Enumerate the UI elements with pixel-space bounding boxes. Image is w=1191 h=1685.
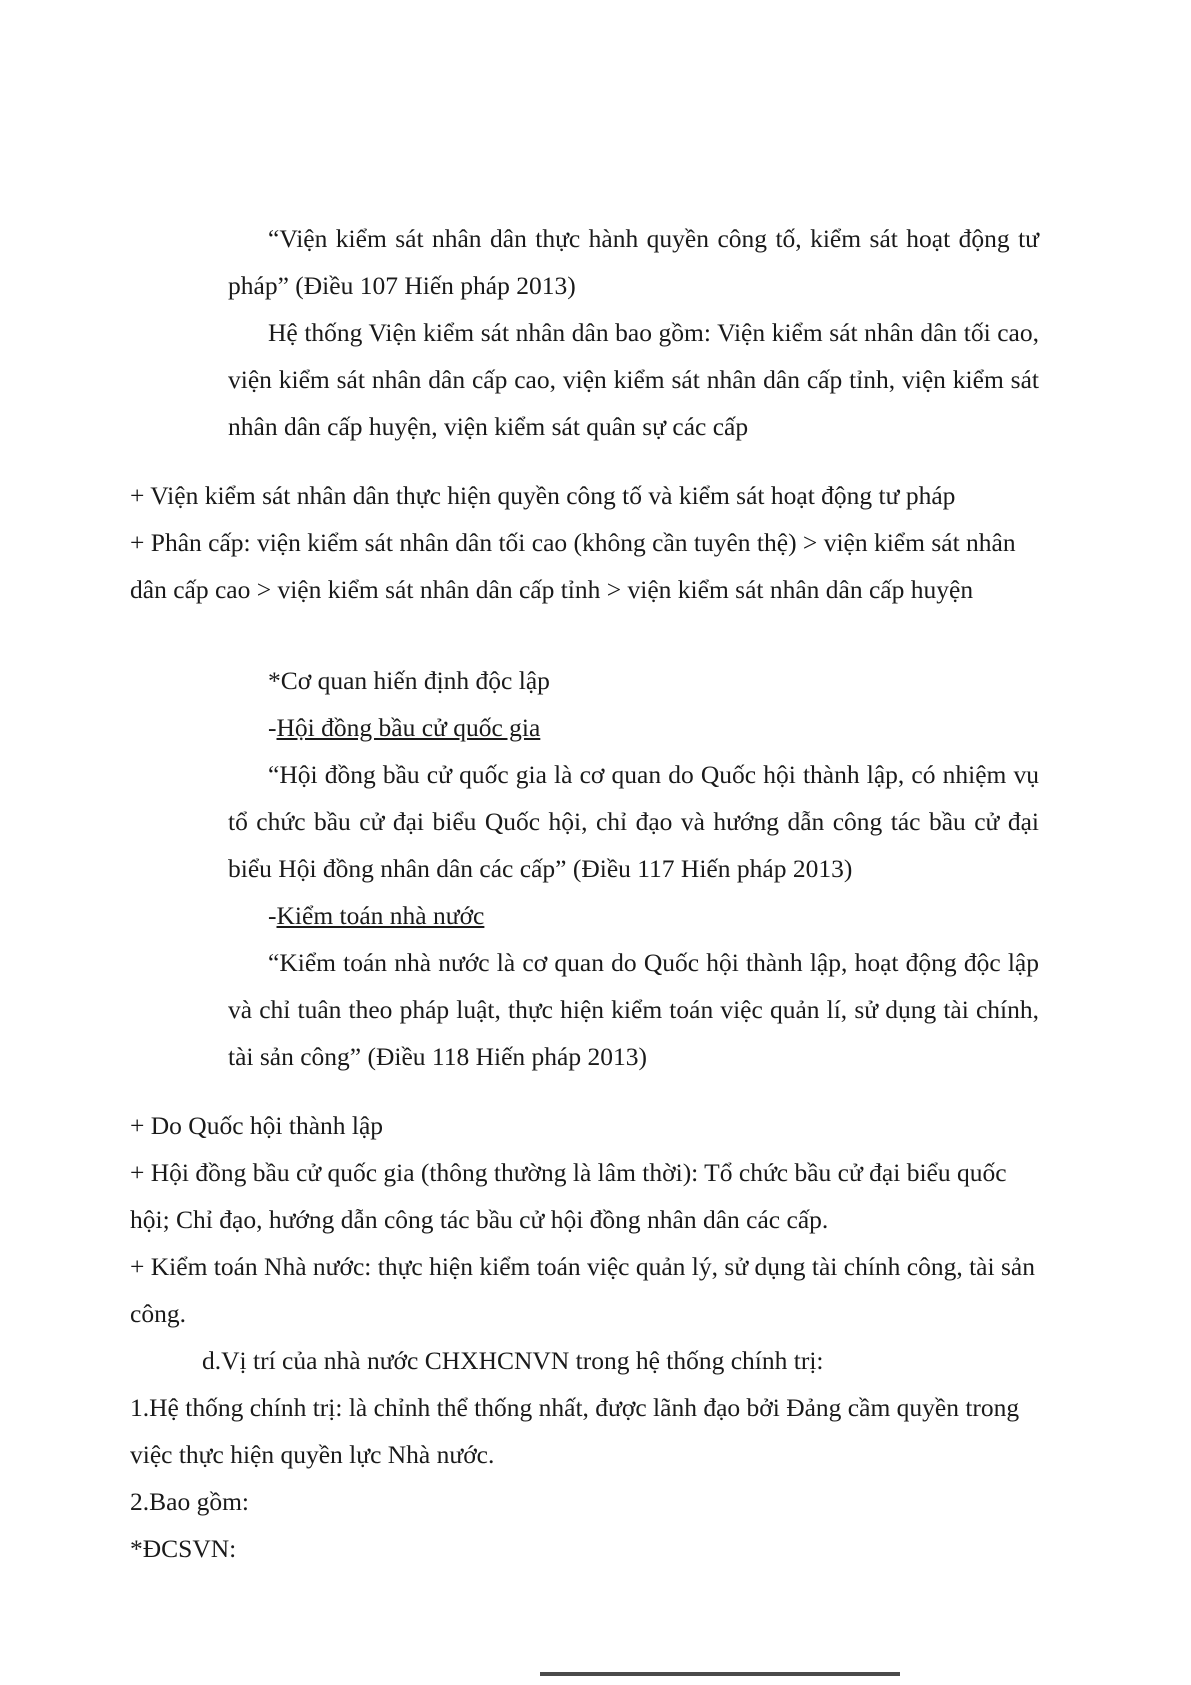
subheading-label: Hội đồng bầu cử quốc gia	[276, 713, 541, 742]
paragraph-includes: 2.Bao gồm:	[130, 1487, 249, 1516]
paragraph-vks-system: Hệ thống Viện kiểm sát nhân dân bao gồm: Viện kiểm sát nhân dân tối cao, viện kiểm sát nhân dân cấp cao, viện kiểm sát nhân dân cấp tỉnh, viện kiểm sát nhân dân cấp huyện, viện kiểm sát quân sự các cấp	[228, 318, 1039, 441]
paragraph-quote-election-council-article117: “Hội đồng bầu cử quốc gia là cơ quan do Quốc hội thành lập, có nhiệm vụ tổ chức bầu cử đại biểu Quốc hội, chỉ đạo và hướng dẫn công tác bầu cử đại biểu Hội đồng nhân dân các cấp” (Điều 117 Hiến pháp 2013)	[228, 760, 1039, 883]
paragraph-bullet-established-by-assembly: + Do Quốc hội thành lập	[130, 1111, 384, 1140]
page-bottom-artifact	[0, 1667, 1191, 1685]
paragraph-quote-vks-article107: “Viện kiểm sát nhân dân thực hành quyền công tố, kiểm sát hoạt động tư pháp” (Điều 107 Hiến pháp 2013)	[228, 224, 1039, 300]
subheading-national-election-council	[228, 704, 1039, 751]
section-spacer	[130, 613, 1061, 657]
cut-off-line	[540, 1672, 900, 1676]
paragraph-bullet-vks-functions: + Viện kiểm sát nhân dân thực hiện quyền công tố và kiểm sát hoạt động tư pháp	[130, 481, 956, 510]
paragraph-political-system-definition: 1.Hệ thống chính trị: là chỉnh thể thống nhất, được lãnh đạo bởi Đảng cầm quyền trong việc thực hiện quyền lực Nhà nước.	[130, 1393, 1020, 1469]
paragraph-bullet-election-council-duties: + Hội đồng bầu cử quốc gia (thông thường là lâm thời): Tổ chức bầu cử đại biểu quốc hội; Chỉ đạo, hướng dẫn công tác bầu cử hội đồng nhân dân các cấp.	[130, 1158, 1007, 1234]
paragraph-spacer	[130, 450, 1061, 472]
heading-section-d: d.Vị trí của nhà nước CHXHCNVN trong hệ thống chính trị:	[202, 1346, 824, 1375]
paragraph-bullet-state-audit-duties: + Kiểm toán Nhà nước: thực hiện kiểm toán việc quản lý, sử dụng tài chính công, tài sản công.	[130, 1252, 1035, 1328]
paragraph-dcsvn: *ĐCSVN:	[130, 1534, 237, 1563]
heading-independent-constitutional-bodies: *Cơ quan hiến định độc lập	[268, 666, 550, 695]
paragraph-quote-state-audit-article118: “Kiểm toán nhà nước là cơ quan do Quốc hội thành lập, hoạt động độc lập và chỉ tuân theo pháp luật, thực hiện kiểm toán việc quản lí, sử dụng tài chính, tài sản công” (Điều 118 Hiến pháp 2013)	[228, 948, 1039, 1071]
dash-prefix: -	[268, 713, 277, 742]
dash-prefix: -	[268, 901, 277, 930]
subheading-label: Kiểm toán nhà nước	[276, 901, 485, 930]
paragraph-spacer	[130, 1080, 1061, 1102]
paragraph-bullet-vks-hierarchy: + Phân cấp: viện kiểm sát nhân dân tối cao (không cần tuyên thệ) > viện kiểm sát nhân dân cấp cao > viện kiểm sát nhân dân cấp tỉnh > viện kiểm sát nhân dân cấp huyện	[130, 528, 1016, 604]
subheading-state-audit	[228, 892, 1039, 939]
